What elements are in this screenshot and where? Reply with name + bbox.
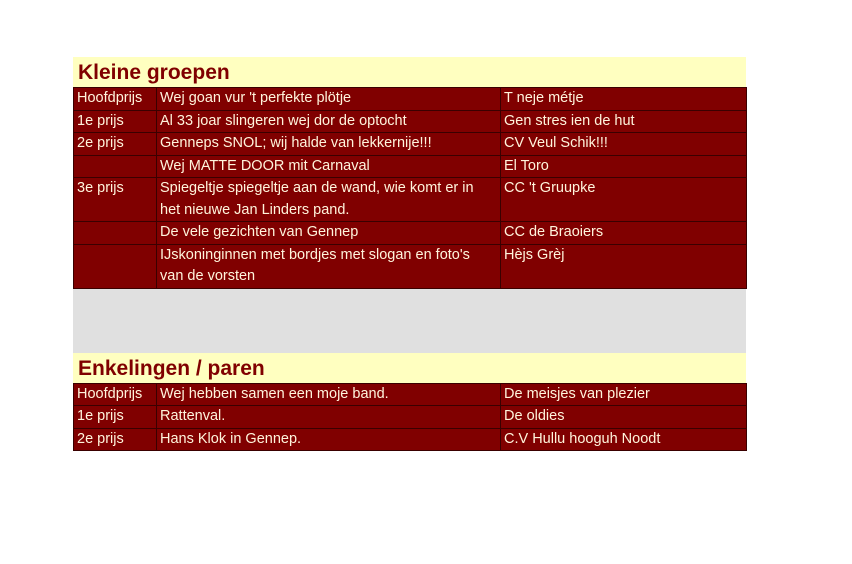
prize-cell — [74, 222, 157, 245]
table-row — [74, 222, 747, 245]
group-cell: Gen stres ien de hut — [501, 110, 747, 133]
theme-cell: Al 33 joar slingeren wej dor de optocht — [157, 110, 501, 133]
theme-cell: Spiegeltje spiegeltje aan de wand, wie komt er in het nieuwe Jan Linders pand. — [157, 178, 501, 222]
group-cell: CC 't Gruupke — [501, 178, 747, 222]
theme-cell: De vele gezichten van Gennep — [157, 222, 501, 245]
empty-spacer-row — [73, 289, 746, 353]
theme-cell: Wej hebben samen een moje band. — [157, 383, 501, 406]
group-cell: CC de Braoiers — [501, 222, 747, 245]
prize-cell: 1e prijs — [74, 406, 157, 429]
results-table-kleine-groepen — [73, 87, 747, 289]
theme-cell: Hans Klok in Gennep. — [157, 428, 501, 451]
table-row — [74, 133, 747, 156]
results-table-enkelingen-paren — [73, 383, 747, 452]
group-cell: De meisjes van plezier — [501, 383, 747, 406]
theme-cell: Rattenval. — [157, 406, 501, 429]
table-row — [74, 406, 747, 429]
group-cell: El Toro — [501, 155, 747, 178]
prize-cell — [74, 244, 157, 288]
section-title-kleine-groepen: Kleine groepen — [73, 57, 746, 87]
prize-cell: 2e prijs — [74, 428, 157, 451]
prize-cell: 2e prijs — [74, 133, 157, 156]
table-row — [74, 178, 747, 222]
group-cell: C.V Hullu hooguh Noodt — [501, 428, 747, 451]
table-row — [74, 110, 747, 133]
table-row — [74, 155, 747, 178]
theme-cell: Wej goan vur 't perfekte plötje — [157, 88, 501, 111]
spreadsheet — [73, 57, 746, 451]
theme-cell: Genneps SNOL; wij halde van lekkernije!!! — [157, 133, 501, 156]
theme-cell: IJskoninginnen met bordjes met slogan en foto's van de vorsten — [157, 244, 501, 288]
table-row — [74, 244, 747, 288]
prize-cell — [74, 155, 157, 178]
table-row — [74, 88, 747, 111]
group-cell: De oldies — [501, 406, 747, 429]
table-row — [74, 428, 747, 451]
group-cell: Hèjs Grèj — [501, 244, 747, 288]
prize-cell: Hoofdprijs — [74, 383, 157, 406]
theme-cell: Wej MATTE DOOR mit Carnaval — [157, 155, 501, 178]
group-cell: CV Veul Schik!!! — [501, 133, 747, 156]
group-cell: T neje métje — [501, 88, 747, 111]
prize-cell: 3e prijs — [74, 178, 157, 222]
section-title-enkelingen-paren: Enkelingen / paren — [73, 353, 746, 383]
prize-cell: Hoofdprijs — [74, 88, 157, 111]
prize-cell: 1e prijs — [74, 110, 157, 133]
table-row — [74, 383, 747, 406]
